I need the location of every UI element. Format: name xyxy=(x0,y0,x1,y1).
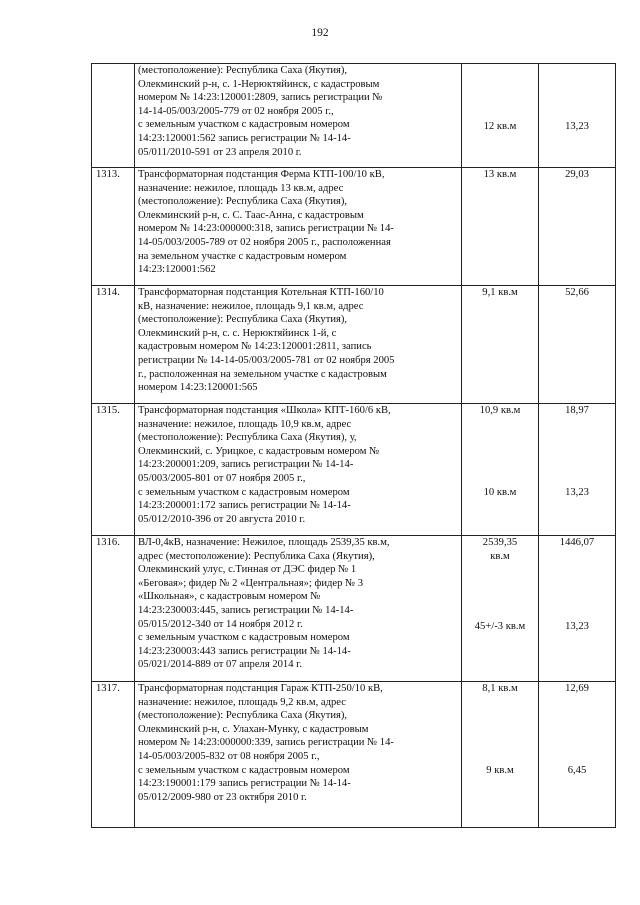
cost-value: 13,23 xyxy=(565,121,589,132)
description-paragraph: (местоположение): Республика Саха (Якутия), Олекминский р-н, с. 1-Нерюктяйинск, с кадастровым номером № 14:23:120001:2809, запись регистрации № 14-14-05/003/2005-779 от 02 ноября 2005 г., xyxy=(138,65,383,117)
page-number: 192 xyxy=(311,27,329,39)
cost-value: 29,03 xyxy=(565,169,589,180)
row-value xyxy=(539,64,616,168)
description-paragraph: Трансформаторная подстанция Ферма КТП-100/10 кВ, назначение: нежилое, площадь 13 кв.м, адрес (местоположение): Республика Саха (Якутия), Олекминский р-н, с. С. Таас-Анна, с кадастровым номером № 14:23:000000:318, запись регистрации № 14- 14-05/003/2005-789 от 02 ноября 2005 г., расположенная на земельном участке с кадастровым номером 14:23:120001:562 xyxy=(138,169,394,276)
row-description xyxy=(135,286,462,404)
row-value xyxy=(539,168,616,286)
description-paragraph: Трансформаторная подстанция Котельная КТП-160/10 кВ, назначение: нежилое, площадь 9,1 кв.м, адрес (местоположение): Республика Саха (Якутия), Олекминский р-н, с. с. Нерюктяйинск 1-й, с кадастровым номером № 14:23:120001:2811, запись регистрации № 14-14-05/003/2005-781 от 02 ноября 2005 г., расположенная на земельном участке с кадастровым номером 14:23:120001:565 xyxy=(138,287,395,394)
cost-value xyxy=(542,64,612,120)
cost-value: 13,23 xyxy=(565,487,589,498)
description-paragraph: Трансформаторная подстанция Гараж КТП-250/10 кВ, назначение: нежилое, площадь 9,2 кв.м, адрес (местоположение): Республика Саха (Якутия), Олекминский р-н, с. Улахан-Мунку, с кадастровым номером № 14:23:000000:339, запись регистрации № 14- 14-05/003/2005-832 от 08 ноября 2005 г., xyxy=(138,683,394,762)
cost-value: 6,45 xyxy=(567,765,587,776)
area-value: 45+/-3 кв.м xyxy=(474,621,526,632)
row-number: 1317. xyxy=(92,682,135,828)
row-description xyxy=(135,536,462,682)
area-value: 10 кв.м xyxy=(483,487,517,498)
table-row xyxy=(92,682,616,828)
description-paragraph: с земельным участком с кадастровым номером 14:23:120001:562 запись регистрации № 14-14- 05/011/2010-591 от 23 апреля 2010 г. xyxy=(138,119,351,158)
row-area xyxy=(462,682,539,828)
row-description xyxy=(135,64,462,168)
area-value: 13 кв.м xyxy=(483,169,517,180)
row-number: 1313. xyxy=(92,168,135,286)
row-value xyxy=(539,404,616,536)
row-area xyxy=(462,536,539,682)
row-number: 1316. xyxy=(92,536,135,682)
area-value xyxy=(465,64,535,120)
row-value xyxy=(539,536,616,682)
row-value xyxy=(539,286,616,404)
cost-value: 1446,07 xyxy=(559,537,595,548)
description-paragraph: с земельным участком с кадастровым номером 14:23:230003:443 запись регистрации № 14-14- 05/021/2014-889 от 07 апреля 2014 г. xyxy=(138,632,351,671)
table-row xyxy=(92,286,616,404)
area-value: 12 кв.м xyxy=(483,121,517,132)
description-paragraph: Трансформаторная подстанция «Школа» КПТ-160/6 кВ, назначение: нежилое, площадь 10,9 кв.м, адрес (местоположение): Республика Саха (Якутия), у, Олекминский, с. Урицкое, с кадастровым номером № 14:23:200001:209, запись регистрации № 14-14- 05/003/2005-801 от 07 ноября 2005 г., xyxy=(138,405,391,484)
row-number: 1314. xyxy=(92,286,135,404)
row-area xyxy=(462,286,539,404)
row-value xyxy=(539,682,616,828)
row-description xyxy=(135,682,462,828)
row-number: 1315. xyxy=(92,404,135,536)
cost-value: 18,97 xyxy=(565,405,589,416)
area-value: 2539,35 кв.м xyxy=(482,537,518,562)
area-value: 9 кв.м xyxy=(486,765,514,776)
row-area xyxy=(462,64,539,168)
area-value: 8,1 кв.м xyxy=(482,683,518,694)
table-row xyxy=(92,168,616,286)
description-paragraph: ВЛ-0,4кВ, назначение: Нежилое, площадь 2539,35 кв.м, адрес (местоположение): Республика Саха (Якутия), Олекминский улус, с.Тинная от ДЭС фидер № 1 «Беговая»; фидер № 2 «Центральная»; фидер № 3 «Школьная», с кадастровым номером № 14:23:230003:445, запись регистрации № 14-14- 05/015/2012-340 от 14 ноября 2012 г. xyxy=(138,537,390,630)
row-area xyxy=(462,404,539,536)
description-paragraph: с земельным участком с кадастровым номером 14:23:200001:172 запись регистрации № 14-14- 05/012/2010-396 от 20 августа 2010 г. xyxy=(138,486,351,525)
table-row xyxy=(92,64,616,168)
table-row xyxy=(92,536,616,682)
row-area xyxy=(462,168,539,286)
cost-value: 12,69 xyxy=(565,683,589,694)
row-description xyxy=(135,404,462,536)
cost-value: 52,66 xyxy=(565,287,589,298)
cost-value: 13,23 xyxy=(565,621,589,632)
area-value: 9,1 кв.м xyxy=(482,287,518,298)
row-description xyxy=(135,168,462,286)
area-value: 10,9 кв.м xyxy=(479,405,521,416)
property-table xyxy=(91,63,616,828)
table-row xyxy=(92,404,616,536)
row-number xyxy=(92,64,135,168)
description-paragraph: с земельным участком с кадастровым номером 14:23:190001:179 запись регистрации № 14-14- 05/012/2009-980 от 23 октября 2010 г. xyxy=(138,764,351,803)
